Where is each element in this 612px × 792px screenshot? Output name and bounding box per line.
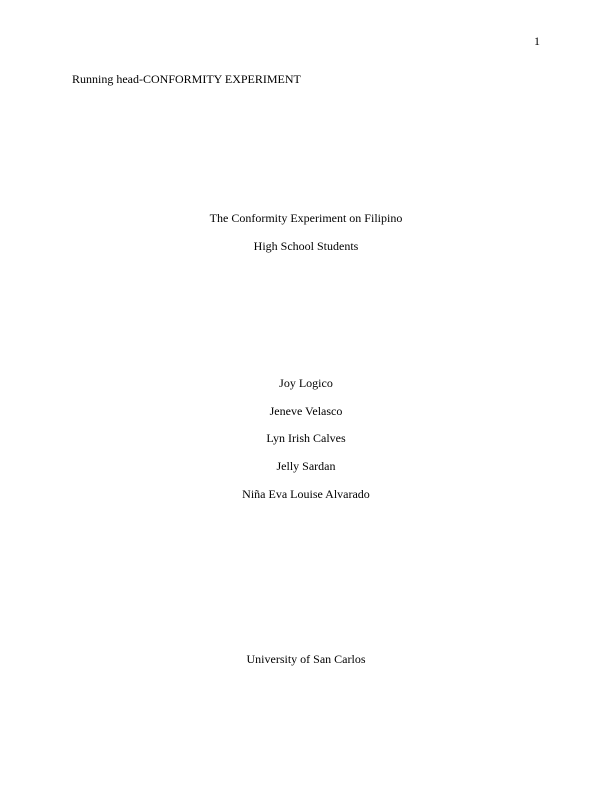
page-number: 1 [534,34,540,48]
paper-title-line-2: High School Students [253,239,359,253]
running-head: Running head-CONFORMITY EXPERIMENT [72,72,301,86]
author-name: Jeneve Velasco [269,404,343,418]
author-name: Niña Eva Louise Alvarado [242,487,370,501]
author-name: Jelly Sardan [276,459,336,473]
paper-title-line-1: The Conformity Experiment on Filipino [209,211,403,225]
author-name: Joy Logico [279,376,333,390]
author-name: Lyn Irish Calves [266,431,346,445]
institution-name: University of San Carlos [246,652,366,666]
